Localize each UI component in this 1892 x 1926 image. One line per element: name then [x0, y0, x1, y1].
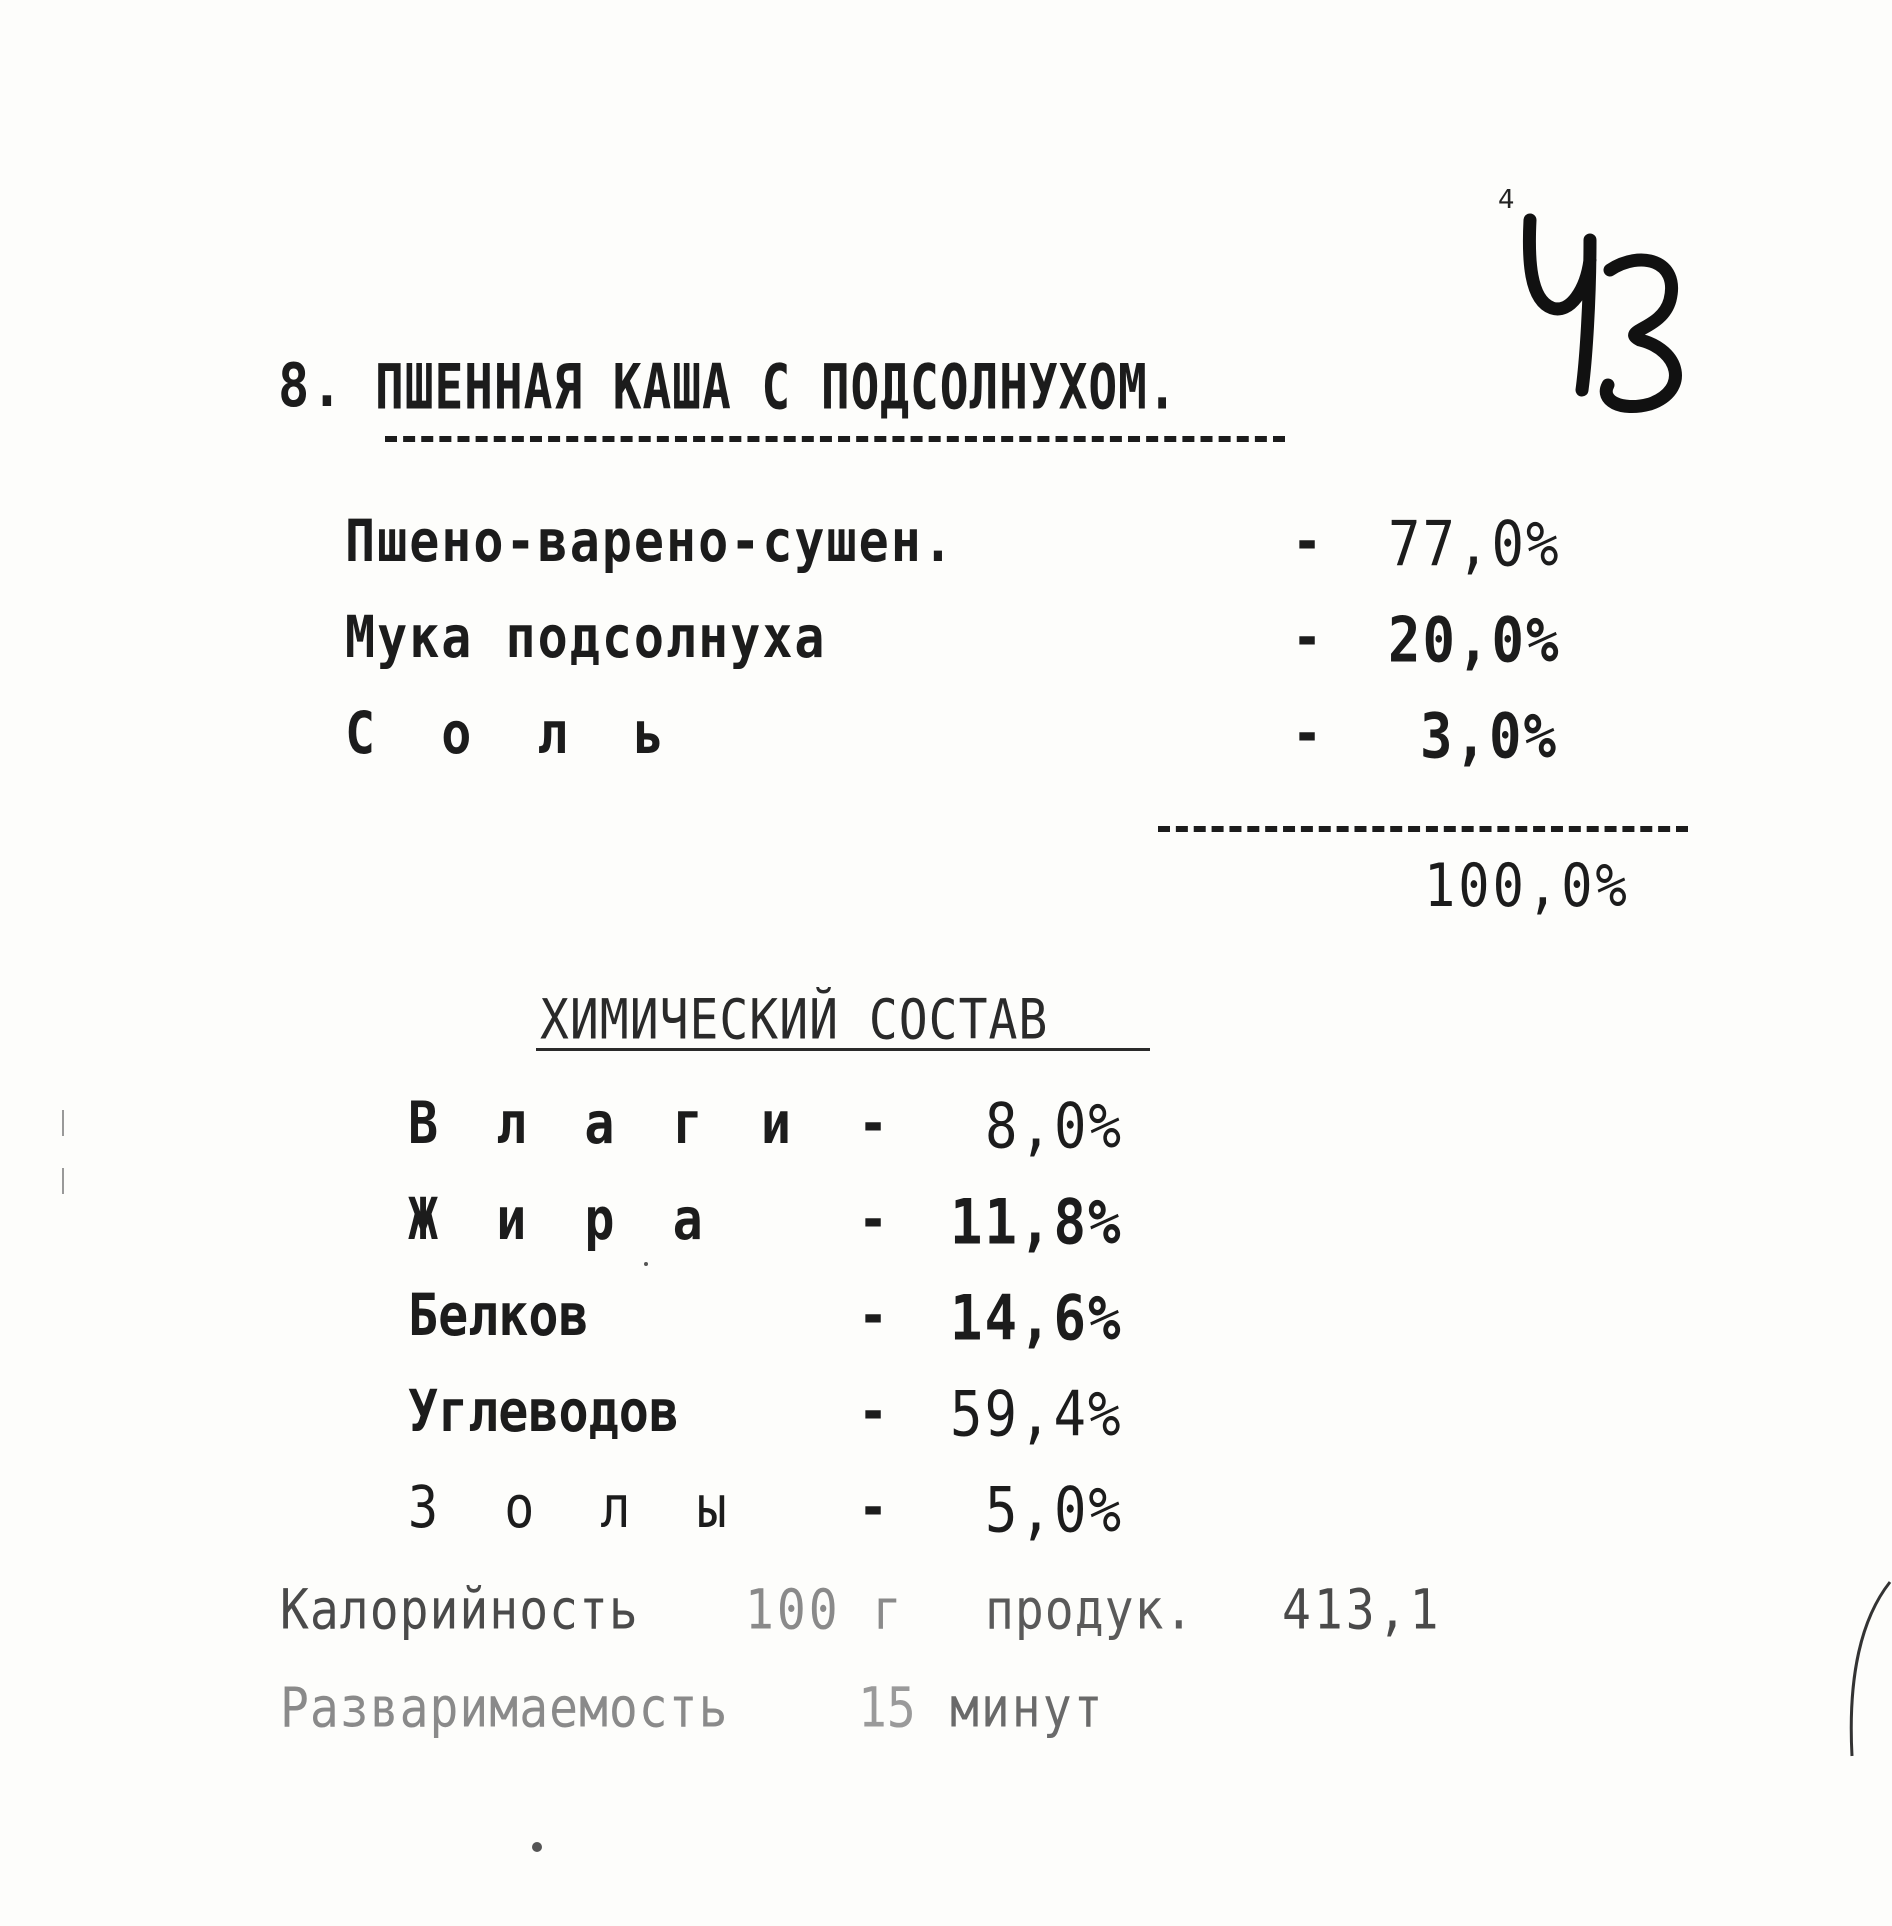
ingredient-dash: -	[1292, 700, 1323, 767]
chemical-heading-underline	[536, 1048, 1150, 1051]
chemical-component-name: В л а г и	[408, 1090, 805, 1157]
chemical-component-value: 5,0%	[985, 1474, 1124, 1547]
chemical-heading: ХИМИЧЕСКИЙ СОСТАВ	[540, 988, 1049, 1053]
chemical-component-dash: -	[858, 1378, 889, 1445]
boil-time-unit: минут	[950, 1676, 1105, 1741]
handwritten-folio-mark	[1490, 180, 1710, 420]
recipe-title: ПШЕННАЯ КАША С ПОДСОЛНУХОМ.	[375, 352, 1178, 424]
ingredient-dash: -	[1292, 508, 1323, 575]
calorie-label: Калорийность	[280, 1578, 639, 1643]
chemical-component-dash: -	[858, 1474, 889, 1541]
ingredient-name: С о л ь	[345, 700, 682, 767]
total-dashed-rule	[1158, 826, 1688, 832]
ingredient-name: Пшено-варено-сушен.	[345, 508, 955, 575]
chemical-component-value: 59,4%	[950, 1378, 1123, 1451]
folio-small-number: 4	[1498, 185, 1515, 215]
boil-time-quantity: 15	[858, 1676, 916, 1741]
recipe-total: 100,0%	[1424, 852, 1630, 921]
scan-speck	[644, 1262, 648, 1266]
scan-speck	[62, 1110, 64, 1136]
ingredient-name: Мука подсолнуха	[345, 604, 827, 671]
scan-speck	[62, 1168, 64, 1194]
boil-time-label: Разваримаемость	[280, 1676, 729, 1741]
chemical-component-value: 11,8%	[950, 1186, 1123, 1259]
ingredient-value: 3,0%	[1420, 700, 1559, 773]
chemical-component-dash: -	[858, 1090, 889, 1157]
scan-speck	[532, 1842, 542, 1852]
chemical-component-name: Ж и р а	[408, 1186, 717, 1253]
chemical-component-name: Углеводов	[408, 1378, 679, 1445]
chemical-component-dash: -	[858, 1282, 889, 1349]
ingredient-dash: -	[1292, 604, 1323, 671]
chemical-component-value: 14,6%	[950, 1282, 1123, 1355]
calorie-product: продук.	[985, 1578, 1195, 1643]
chemical-component-name: Белков	[408, 1282, 589, 1349]
calorie-value: 413,1	[1282, 1578, 1442, 1643]
margin-pencil-arc	[1840, 1580, 1892, 1760]
ingredient-value: 77,0%	[1388, 508, 1561, 581]
recipe-number: 8.	[278, 352, 345, 421]
chemical-component-dash: -	[858, 1186, 889, 1253]
ingredient-value: 20,0%	[1388, 604, 1561, 677]
title-dashed-rule	[385, 436, 1285, 442]
chemical-component-name: З о л ы	[408, 1474, 745, 1541]
chemical-component-value: 8,0%	[985, 1090, 1124, 1163]
calorie-quantity: 100 г	[745, 1578, 905, 1643]
